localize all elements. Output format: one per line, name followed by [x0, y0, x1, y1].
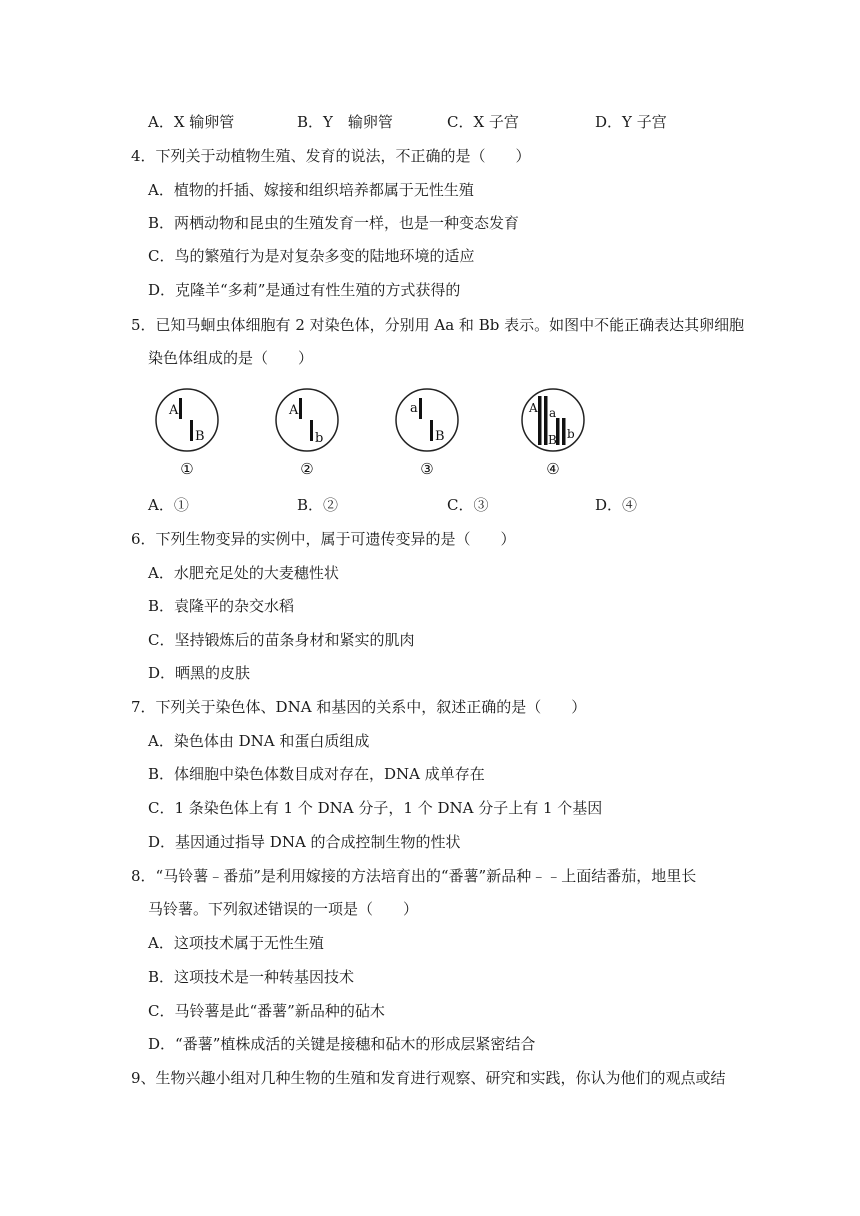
q4-option-d: D．克隆羊“多莉”是通过有性生殖的方式获得的: [148, 281, 461, 299]
q6-stem: 6．下列生物变异的实例中，属于可遗传变异的是（ ）: [131, 530, 516, 548]
q7-option-b: B．体细胞中染色体数目成对存在，DNA 成单存在: [148, 765, 485, 783]
chromosome-label: b: [315, 431, 324, 446]
q8-option-a: A．这项技术属于无性生殖: [148, 934, 324, 952]
q8-option-c: C．马铃薯是此“番薯”新品种的砧木: [148, 1002, 385, 1020]
cell-figure-3: [392, 388, 464, 484]
chromosome-label: A: [529, 401, 538, 415]
q7-option-d: D．基因通过指导 DNA 的合成控制生物的性状: [148, 833, 461, 851]
chromosome-label: b: [567, 427, 575, 441]
q5-stem-line1: 5．已知马蛔虫体细胞有 2 对染色体，分别用 Aa 和 Bb 表示。如图中不能正确表达其卵细胞: [131, 316, 745, 334]
cell-figure-4: [518, 388, 590, 484]
q3-option-a: A．X 输卵管: [148, 113, 235, 131]
chromosome-label: A: [169, 403, 179, 418]
cell-figure-1: [152, 388, 224, 484]
q5-option-c: C．③: [447, 496, 489, 514]
q4-stem: 4．下列关于动植物生殖、发育的说法，不正确的是（ ）: [131, 147, 531, 165]
q5-stem-line2: 染色体组成的是（ ）: [148, 349, 314, 367]
q8-option-b: B．这项技术是一种转基因技术: [148, 968, 355, 986]
figure-caption: ①: [180, 460, 194, 478]
chromosome-label: B: [195, 429, 205, 444]
q6-option-b: B．袁隆平的杂交水稻: [148, 597, 295, 615]
q5-option-a: A．①: [148, 496, 189, 514]
chromosome-label: B: [435, 429, 445, 444]
figure-caption: ③: [420, 460, 434, 478]
chromosome-label: B: [548, 433, 557, 447]
q5-option-d: D．④: [595, 496, 638, 514]
q5-option-b: B．②: [297, 496, 339, 514]
q3-option-b: B．Y 输卵管: [297, 113, 393, 131]
q4-option-b: B．两栖动物和昆虫的生殖发育一样，也是一种变态发育: [148, 214, 520, 232]
chromosome-label: a: [549, 406, 557, 420]
chromosome-label: A: [289, 403, 299, 418]
q8-stem-line1: 8．“马铃薯﹣番茄”是利用嫁接的方法培育出的“番薯”新品种﹣﹣上面结番茄，地里长: [131, 867, 697, 885]
q7-option-a: A．染色体由 DNA 和蛋白质组成: [148, 732, 370, 750]
figure-caption: ②: [300, 460, 314, 478]
q7-option-c: C．1 条染色体上有 1 个 DNA 分子，1 个 DNA 分子上有 1 个基因: [148, 799, 603, 817]
q4-option-a: A．植物的扦插、嫁接和组织培养都属于无性生殖: [148, 181, 474, 199]
q8-stem-line2: 马铃薯。下列叙述错误的一项是（ ）: [148, 900, 419, 918]
figure-caption: ④: [546, 460, 560, 478]
q6-option-a: A．水肥充足处的大麦穗性状: [148, 564, 339, 582]
q9-stem-line1: 9、生物兴趣小组对几种生物的生殖和发育进行观察、研究和实践，你认为他们的观点或结: [131, 1069, 726, 1087]
q6-option-c: C．坚持锻炼后的苗条身材和紧实的肌肉: [148, 631, 415, 649]
q3-option-d: D．Y 子宫: [595, 113, 667, 131]
chromosome-label: a: [410, 401, 418, 416]
cell-figure-2: [272, 388, 344, 484]
q8-option-d: D．“番薯”植株成活的关键是接穗和砧木的形成层紧密结合: [148, 1035, 536, 1053]
q3-option-c: C．X 子宫: [447, 113, 519, 131]
q6-option-d: D．晒黑的皮肤: [148, 664, 251, 682]
q7-stem: 7．下列关于染色体、DNA 和基因的关系中，叙述正确的是（ ）: [131, 698, 587, 716]
q4-option-c: C．鸟的繁殖行为是对复杂多变的陆地环境的适应: [148, 247, 475, 265]
